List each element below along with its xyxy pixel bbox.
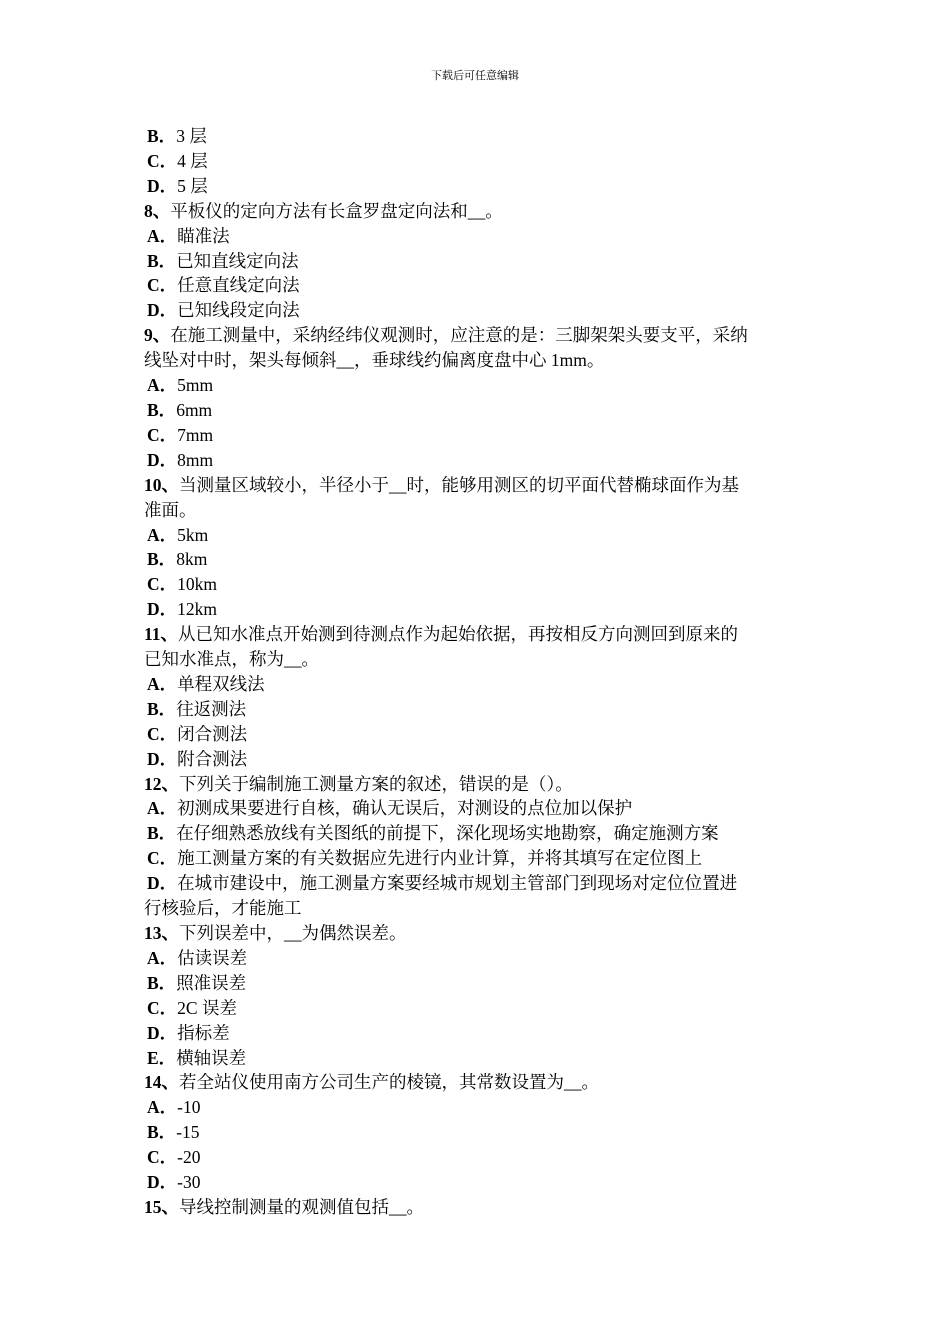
answer-option (144, 747, 809, 772)
continuation-text: 行核验后，才能施工 (144, 898, 302, 919)
question-stem (144, 772, 809, 797)
option-text: 6mm (176, 399, 213, 420)
question-text: 从已知水准点开始测到待测点作为起始依据，再按相反方向测回到原来的 (178, 624, 739, 645)
answer-option (144, 697, 809, 722)
option-label: D． (147, 599, 178, 620)
option-text: 已知直线定向法 (176, 250, 299, 271)
continuation-text: 线坠对中时，架头每倾斜__，垂球线约偏离度盘中心 1mm。 (144, 350, 605, 371)
question-stem (144, 199, 809, 224)
option-label: A． (147, 524, 178, 545)
option-text: 附合测法 (177, 748, 248, 769)
option-text: 施工测量方案的有关数据应先进行内业计算，并将其填写在定位图上 (177, 848, 703, 869)
option-label: B． (147, 250, 177, 271)
option-label: C． (147, 574, 178, 595)
text-continuation (144, 348, 809, 373)
question-number: 8、 (144, 200, 171, 221)
question-text: 当测量区域较小，半径小于__时，能够用测区的切平面代替椭球面作为基 (179, 474, 739, 495)
option-label: C． (147, 997, 178, 1018)
question-number: 9、 (144, 325, 171, 346)
option-label: B． (147, 972, 177, 993)
answer-option (144, 149, 809, 174)
question-text: 导线控制测量的观测值包括__。 (179, 1196, 424, 1217)
question-stem (144, 473, 809, 498)
answer-option (144, 1145, 809, 1170)
option-label: C． (147, 275, 178, 296)
option-text: 单程双线法 (177, 673, 265, 694)
option-label: C． (147, 424, 178, 445)
option-label: D． (147, 449, 178, 470)
answer-option (144, 821, 809, 846)
option-label: B． (147, 399, 177, 420)
answer-option (144, 946, 809, 971)
option-label: C． (147, 723, 178, 744)
option-label: B． (147, 823, 177, 844)
question-number: 12、 (144, 773, 179, 794)
answer-option (144, 971, 809, 996)
answer-option (144, 871, 809, 896)
option-text: 8km (176, 549, 208, 570)
option-label: C． (147, 848, 178, 869)
answer-option (144, 423, 809, 448)
answer-option (144, 572, 809, 597)
option-text: -20 (177, 1147, 201, 1168)
option-text: 任意直线定向法 (177, 275, 300, 296)
question-number: 10、 (144, 474, 179, 495)
answer-option (144, 996, 809, 1021)
option-label: C． (147, 150, 178, 171)
question-number: 13、 (144, 923, 179, 943)
question-number: 14、 (144, 1072, 179, 1093)
answer-option (144, 597, 809, 622)
option-label: B． (147, 698, 177, 719)
answer-option (144, 174, 809, 199)
option-text: 5mm (177, 375, 214, 396)
option-text: -15 (176, 1122, 200, 1143)
answer-option (144, 1021, 809, 1046)
option-text: 闭合测法 (177, 723, 248, 744)
option-label: A． (147, 375, 178, 396)
page-header: 下载后可任意编辑 (431, 69, 519, 82)
text-continuation (144, 647, 809, 672)
answer-option (144, 249, 809, 274)
option-label: D． (147, 1172, 178, 1193)
answer-option (144, 1170, 809, 1195)
option-label: B． (147, 126, 177, 146)
question-stem (144, 323, 809, 348)
option-text: 已知线段定向法 (177, 300, 300, 321)
option-text: 横轴误差 (176, 1047, 247, 1068)
option-label: A． (147, 798, 178, 819)
option-text: 3 层 (176, 126, 207, 146)
option-text: 在仔细熟悉放线有关图纸的前提下，深化现场实地勘察，确定施测方案 (176, 823, 719, 844)
option-label: A． (147, 1097, 178, 1118)
option-label: E． (147, 1047, 177, 1068)
option-label: D． (147, 748, 178, 769)
option-text: 4 层 (177, 150, 208, 171)
answer-option (144, 672, 809, 697)
question-text: 平板仪的定向方法有长盒罗盘定向法和__。 (170, 200, 503, 221)
answer-option (144, 722, 809, 747)
option-label: B． (147, 1122, 177, 1143)
answer-option (144, 124, 809, 149)
question-stem (144, 921, 809, 946)
option-label: D． (147, 1022, 178, 1043)
question-number: 11、 (144, 624, 179, 645)
answer-option (144, 1120, 809, 1145)
answer-option (144, 224, 809, 249)
question-stem (144, 622, 809, 647)
option-text: 在城市建设中，施工测量方案要经城市规划主管部门到现场对定位位置进 (177, 873, 738, 894)
text-continuation (144, 896, 809, 921)
option-label: A． (147, 947, 178, 968)
text-continuation (144, 498, 809, 523)
question-number: 15、 (144, 1196, 179, 1217)
option-text: 瞄准法 (177, 225, 230, 246)
option-text: 指标差 (177, 1022, 230, 1043)
option-label: D． (147, 300, 178, 321)
option-label: A． (147, 673, 178, 694)
option-text: 估读误差 (177, 947, 248, 968)
option-text: 5 层 (177, 175, 208, 196)
answer-option (144, 298, 809, 323)
answer-option (144, 1046, 809, 1071)
option-label: D． (147, 873, 178, 894)
question-text: 若全站仪使用南方公司生产的棱镜，其常数设置为__。 (179, 1072, 599, 1093)
question-text: 在施工测量中，采纳经纬仪观测时，应注意的是：三脚架架头要支平，采纳 (170, 325, 748, 346)
question-stem (144, 1195, 809, 1220)
continuation-text: 准面。 (144, 499, 197, 520)
answer-option (144, 547, 809, 572)
option-label: B． (147, 549, 177, 570)
option-text: 7mm (177, 424, 214, 445)
question-stem (144, 1070, 809, 1095)
option-text: 2C 误差 (177, 997, 237, 1018)
option-text: 8mm (177, 449, 214, 470)
option-text: 初测成果要进行自核，确认无误后，对测设的点位加以保护 (177, 798, 633, 819)
option-label: A． (147, 225, 178, 246)
option-label: C． (147, 1147, 178, 1168)
continuation-text: 已知水准点，称为__。 (144, 649, 319, 670)
option-text: -10 (177, 1097, 201, 1118)
option-label: D． (147, 175, 178, 196)
option-text: -30 (177, 1172, 201, 1193)
answer-option (144, 448, 809, 473)
answer-option (144, 523, 809, 548)
answer-option (144, 846, 809, 871)
question-text: 下列关于编制施工测量方案的叙述，错误的是（）。 (179, 773, 573, 794)
option-text: 12km (177, 599, 218, 620)
document-body (144, 124, 809, 1220)
answer-option (144, 273, 809, 298)
answer-option (144, 796, 809, 821)
answer-option (144, 1095, 809, 1120)
option-text: 往返测法 (176, 698, 247, 719)
option-text: 照准误差 (176, 972, 247, 993)
question-text: 下列误差中，__为偶然误差。 (179, 923, 407, 943)
option-text: 5km (177, 524, 209, 545)
option-text: 10km (177, 574, 218, 595)
answer-option (144, 398, 809, 423)
answer-option (144, 373, 809, 398)
